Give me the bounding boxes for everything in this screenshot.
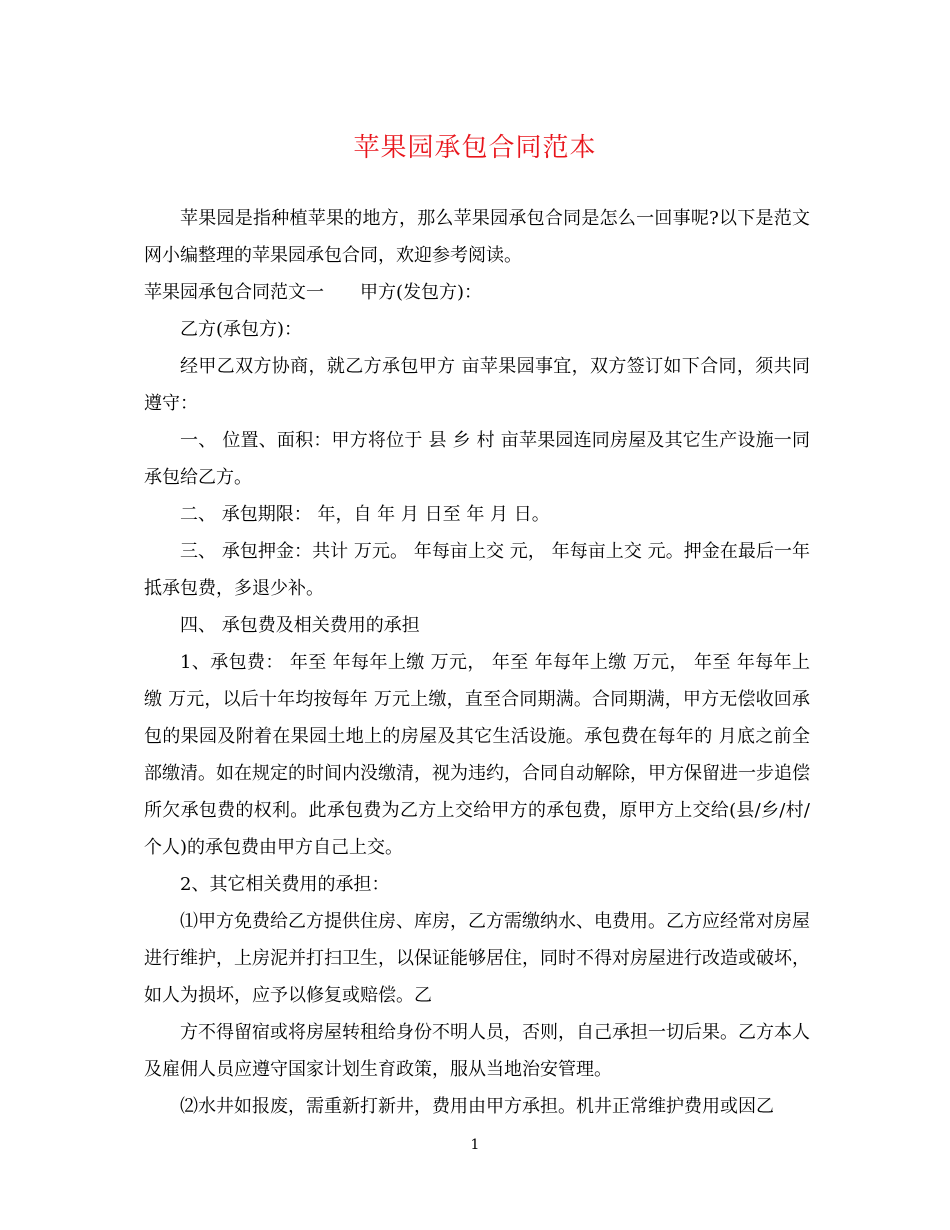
paragraph: 苹果园承包合同范文一 甲方(发包方)： [144, 282, 483, 303]
paragraph: 1、承包费： 年至 年每年上缴 万元， 年至 年每年上缴 万元， 年至 年每年上缴 万元，以后十年均按每年 万元上缴，直至合同期满。合同期满，甲方无偿收回承包的果园及附着在果园土地上的房屋及其它生活设施。承包费在每年的 月底之前全部缴清。如在规定的时间内没缴清，视为违约，合同自动解除，甲方保留进一步追偿所欠承包费的权利。此承包费为乙方上交给甲方的承包费，原甲方上交给(县/乡/村/个人)的承包费由甲方自己上交。 [144, 652, 810, 858]
document-title: 苹果园承包合同范本 [353, 133, 597, 163]
paragraph: 四、 承包费及相关费用的承担 [180, 615, 420, 636]
paragraph: 一、 位置、面积：甲方将位于 县 乡 村 亩苹果园连同房屋及其它生产设施一同承包给乙方。 [144, 430, 810, 488]
paragraph: ⑵水井如报废，需重新打新井，费用由甲方承担。机井正常维护费用或因乙 [180, 1096, 774, 1117]
paragraph: 方不得留宿或将房屋转租给身份不明人员，否则，自己承担一切后果。乙方本人及雇佣人员应遵守国家计划生育政策，服从当地治安管理。 [144, 1022, 810, 1080]
paragraph: 三、 承包押金：共计 万元。 年每亩上交 元， 年每亩上交 元。押金在最后一年抵承包费，多退少补。 [144, 541, 810, 599]
document-body [144, 200, 810, 1125]
paragraph: 二、 承包期限： 年，自 年 月 日至 年 月 日。 [180, 504, 550, 525]
paragraph: 2、其它相关费用的承担： [180, 874, 390, 895]
page-number: 1 [470, 1137, 480, 1153]
paragraph: 经甲乙双方协商，就乙方承包甲方 亩苹果园事宜，双方签订如下合同，须共同遵守： [144, 356, 810, 414]
paragraph: ⑴甲方免费给乙方提供住房、库房，乙方需缴纳水、电费用。乙方应经常对房屋进行维护，上房泥并打扫卫生，以保证能够居住，同时不得对房屋进行改造或破坏，如人为损坏，应予以修复或赔偿。乙 [144, 911, 810, 1006]
paragraph: 乙方(承包方)： [180, 319, 303, 340]
paragraph: 苹果园是指种植苹果的地方，那么苹果园承包合同是怎么一回事呢?以下是范文网小编整理的苹果园承包合同，欢迎参考阅读。 [144, 208, 810, 266]
